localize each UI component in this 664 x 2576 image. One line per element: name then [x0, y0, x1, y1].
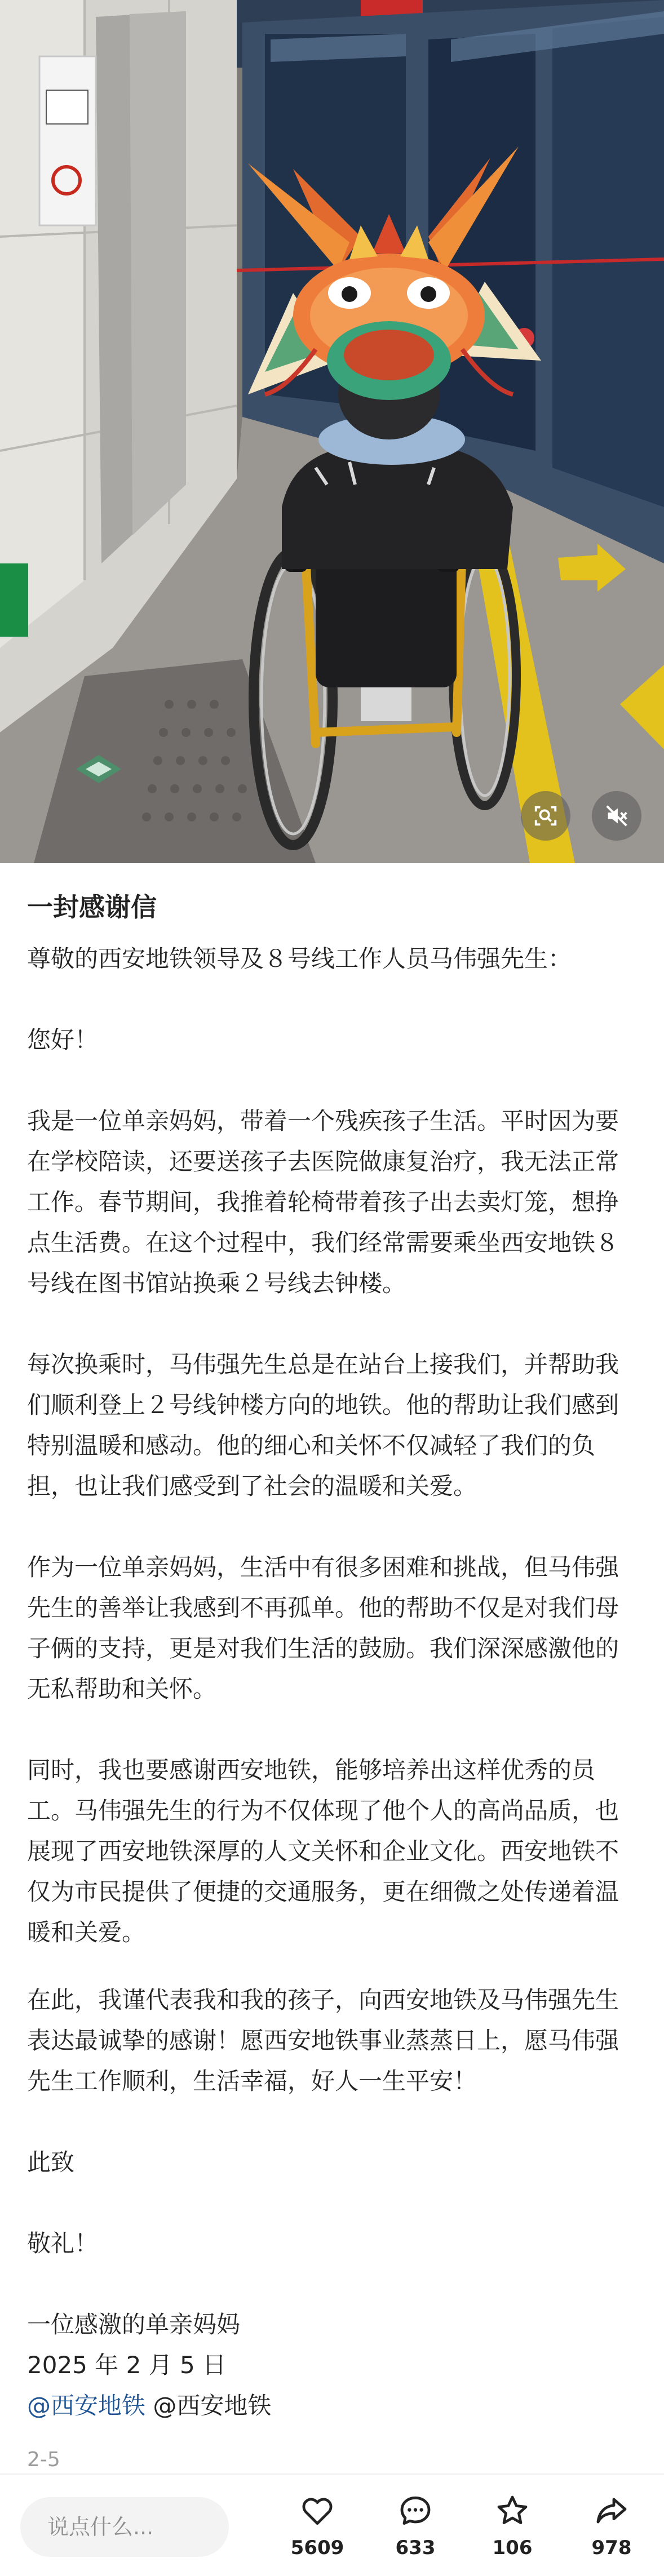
- post-title: 一封感谢信: [27, 892, 157, 922]
- mention-link[interactable]: @西安地铁: [27, 2392, 146, 2419]
- share-icon: [594, 2493, 630, 2529]
- mute-icon: [604, 803, 630, 829]
- letter-paragraph: 在此，我谨代表我和我的孩子，向西安地铁及马伟强先生表达最诚挚的感谢！愿西安地铁事业蒸蒸日上，愿马伟强先生工作顺利，生活幸福，好人一生平安！: [27, 1986, 619, 2095]
- post-date: 2-5: [27, 2448, 60, 2471]
- letter-paragraph: 作为一位单亲妈妈，生活中有很多困难和挑战，但马伟强先生的善举让我感到不再孤单。他的帮助不仅是对我们母子俩的支持，更是对我们生活的鼓励。我们深深感激他的无私帮助和关怀。: [27, 1553, 619, 1703]
- comment-icon: [397, 2493, 433, 2529]
- scan-lens-icon: [533, 803, 559, 829]
- letter-greeting: 您好！: [27, 1026, 99, 1054]
- letter-closing: 此致: [27, 2148, 75, 2176]
- like-count: 5609: [290, 2537, 344, 2559]
- scan-lens-button[interactable]: [521, 791, 570, 841]
- comment-count: 633: [395, 2537, 436, 2559]
- favorite-count: 106: [492, 2537, 533, 2559]
- favorite-button[interactable]: [470, 2486, 555, 2570]
- share-button[interactable]: [569, 2486, 654, 2570]
- mute-button[interactable]: [592, 791, 641, 841]
- bottom-action-bar: [0, 2473, 664, 2576]
- comment-button[interactable]: [373, 2486, 458, 2570]
- heart-icon: [299, 2493, 335, 2529]
- mention-line: [27, 2386, 637, 2426]
- letter-closing: 敬礼！: [27, 2229, 99, 2257]
- letter-paragraph: 我是一位单亲妈妈，带着一个残疾孩子生活。平时因为要在学校陪读，还要送孩子去医院做康复治疗，我无法正常工作。春节期间，我推着轮椅带着孩子出去卖灯笼，想挣点生活费。在这个过程中，我们经常需要乘坐西安地铁８号线在图书馆站换乘２号线去钟楼。: [27, 1107, 619, 1297]
- star-icon: [494, 2493, 530, 2529]
- post-content: [27, 863, 637, 2477]
- mention-plain: @西安地铁: [153, 2392, 272, 2419]
- post-photo[interactable]: [0, 0, 664, 863]
- letter-paragraph: 同时，我也要感谢西安地铁，能够培养出这样优秀的员工。马伟强先生的行为不仅体现了他个人的高尚品质，也展现了西安地铁深厚的人文关怀和企业文化。西安地铁不仅为市民提供了便捷的交通服务，更在细微之处传递着温暖和关爱。: [27, 1756, 619, 1946]
- share-count: 978: [591, 2537, 632, 2559]
- letter-paragraph: 每次换乘时，马伟强先生总是在站台上接我们，并帮助我们顺利登上２号线钟楼方向的地铁。他的帮助让我们感到特别温暖和感动。他的细心和关怀不仅减轻了我们的负担，也让我们感受到了社会的温暖和关爱。: [27, 1351, 619, 1500]
- letter-date: 2025 年 2 月 5 日: [27, 2351, 227, 2379]
- comment-input[interactable]: 说点什么...: [20, 2497, 229, 2557]
- letter-salutation: 尊敬的西安地铁领导及８号线工作人员马伟强先生：: [27, 945, 572, 972]
- like-button[interactable]: [275, 2486, 360, 2570]
- letter-signature: 一位感激的单亲妈妈: [27, 2311, 241, 2338]
